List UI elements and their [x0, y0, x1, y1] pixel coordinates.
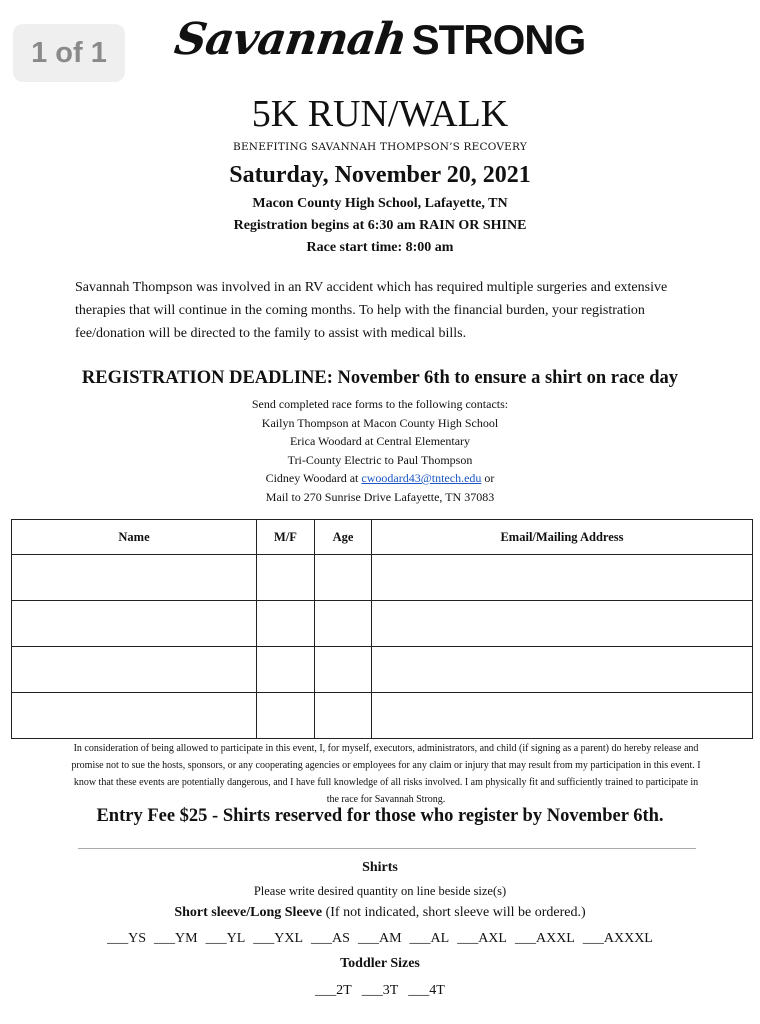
name-cell[interactable]	[12, 693, 257, 739]
age-cell[interactable]	[315, 601, 372, 647]
email-prefix: Cidney Woodard at	[265, 471, 359, 485]
email-link[interactable]: cwoodard43@tntech.edu	[361, 471, 482, 485]
event-date: Saturday, November 20, 2021	[229, 162, 531, 188]
age-cell[interactable]	[315, 693, 372, 739]
description-paragraph: Savannah Thompson was involved in an RV accident which has required multiple surgeries and extensive therapies that will continue in the coming months. To help with the financial burden, your registration fee/donation will be directed to the family to assist with medical bills.	[75, 280, 668, 341]
logo-script-text: Savannah	[171, 14, 410, 65]
size-option[interactable]: ___AXXXL	[582, 931, 653, 946]
waiver-text: In consideration of being allowed to participate in this event, I, for myself, executors, administrators, and child (if signing as a parent) do hereby release and promise not to sue the hosts, sponsors, or any cooperating agencies or employees for any claim or injury that may result from my participation in this event. I know that these events are potentially dangerous, and I have full knowledge of all risks involved. I am physically fit and sufficiently trained to participate in the race for Savannah Strong.	[71, 743, 701, 805]
header-age: Age	[315, 520, 372, 555]
table-row	[12, 647, 753, 693]
mf-cell[interactable]	[257, 647, 315, 693]
mail-address: Mail to 270 Sunrise Drive Lafayette, TN 37083	[265, 489, 495, 504]
mf-cell[interactable]	[257, 693, 315, 739]
toddler-size-option[interactable]: ___3T	[361, 983, 399, 998]
page-indicator: 1 of 1	[13, 24, 125, 82]
age-cell[interactable]	[315, 647, 372, 693]
race-start-time: Race start time: 8:00 am	[306, 240, 454, 255]
contacts-intro: Send completed race forms to the following contacts:	[251, 397, 509, 411]
logo-bold-text: STRONG	[411, 16, 586, 63]
size-option[interactable]: ___AL	[409, 931, 450, 946]
adult-youth-sizes	[0, 931, 760, 947]
toddler-size-option[interactable]: ___2T	[315, 983, 352, 998]
size-option[interactable]: ___AXXL	[514, 931, 575, 946]
contact-line: Tri-County Electric to Paul Thompson	[287, 452, 473, 467]
shirts-note: Please write desired quantity on line beside size(s)	[253, 884, 507, 898]
size-option[interactable]: ___YS	[107, 931, 147, 946]
size-option[interactable]: ___AM	[357, 931, 402, 946]
savannah-strong-logo	[0, 14, 760, 86]
event-location: Macon County High School, Lafayette, TN	[252, 196, 508, 211]
name-cell[interactable]	[12, 601, 257, 647]
registration-deadline: REGISTRATION DEADLINE: November 6th to ensure a shirt on race day	[81, 368, 679, 388]
mf-cell[interactable]	[257, 555, 315, 601]
sleeve-label: Short sleeve/Long Sleeve	[174, 905, 323, 920]
registration-table	[11, 519, 753, 739]
toddler-sizes	[0, 983, 760, 999]
registration-time: Registration begins at 6:30 am RAIN OR SHINE	[233, 218, 527, 233]
name-cell[interactable]	[12, 647, 257, 693]
table-header-row	[12, 520, 753, 555]
contact-line: Kailyn Thompson at Macon County High School	[261, 415, 499, 430]
header-mf: M/F	[257, 520, 315, 555]
contact-email-line	[0, 469, 760, 488]
table-row	[12, 601, 753, 647]
entry-fee: Entry Fee $25 - Shirts reserved for those who register by November 6th.	[96, 806, 664, 826]
address-cell[interactable]	[372, 555, 753, 601]
divider	[78, 848, 696, 849]
size-option[interactable]: ___AXL	[457, 931, 507, 946]
size-option[interactable]: ___AS	[311, 931, 350, 946]
header-name: Name	[12, 520, 257, 555]
event-benefit: BENEFITING SAVANNAH THOMPSON’S RECOVERY	[233, 141, 527, 153]
contact-line: Erica Woodard at Central Elementary	[289, 434, 471, 448]
address-cell[interactable]	[372, 601, 753, 647]
size-option[interactable]: ___YL	[205, 931, 246, 946]
table-row	[12, 555, 753, 601]
mf-cell[interactable]	[257, 601, 315, 647]
event-title: 5K RUN/WALK	[251, 93, 509, 135]
size-option[interactable]: ___YXL	[253, 931, 304, 946]
shirts-heading: Shirts	[362, 860, 398, 875]
header-email-address: Email/Mailing Address	[372, 520, 753, 555]
address-cell[interactable]	[372, 693, 753, 739]
name-cell[interactable]	[12, 555, 257, 601]
toddler-sizes-heading: Toddler Sizes	[340, 956, 420, 971]
table-row	[12, 693, 753, 739]
toddler-size-option[interactable]: ___4T	[408, 983, 445, 998]
sleeve-line	[0, 905, 760, 921]
sleeve-note: (If not indicated, short sleeve will be ordered.)	[322, 905, 586, 920]
age-cell[interactable]	[315, 555, 372, 601]
size-option[interactable]: ___YM	[154, 931, 198, 946]
address-cell[interactable]	[372, 647, 753, 693]
contacts-block	[0, 395, 760, 506]
email-suffix: or	[484, 471, 495, 485]
